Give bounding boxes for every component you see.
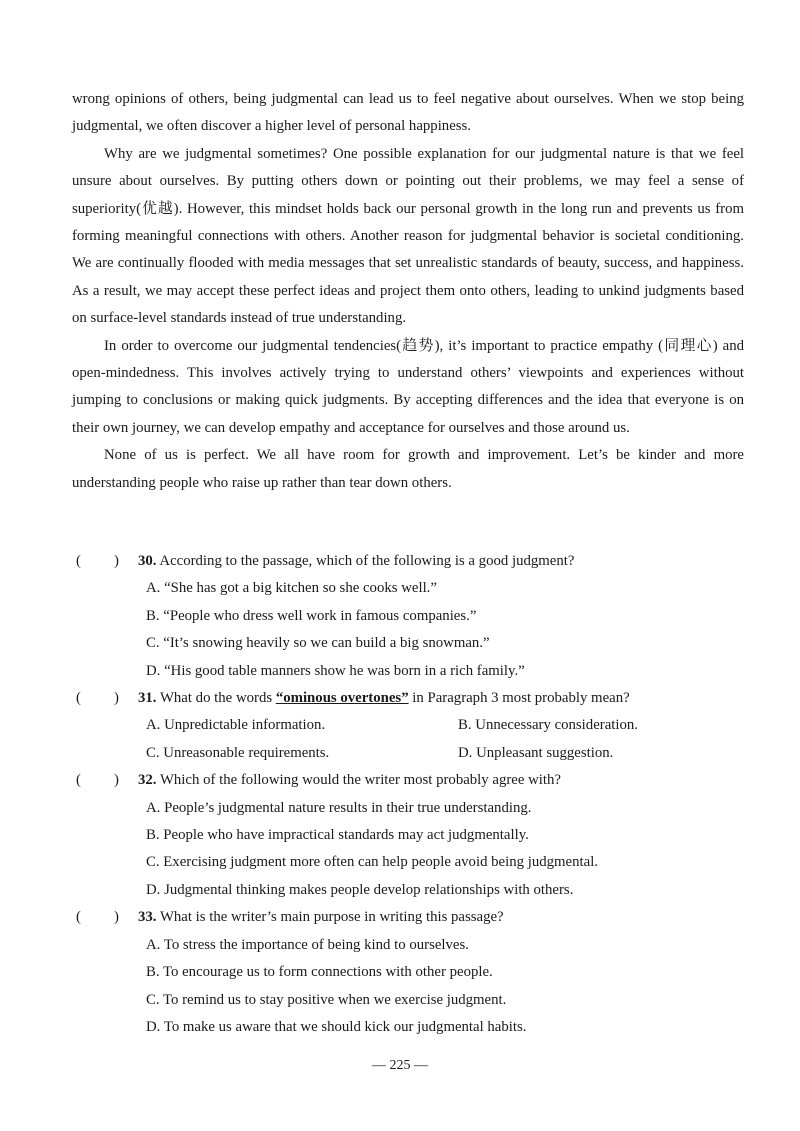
option-list [72, 932, 752, 1042]
option-d[interactable]: D. Judgmental thinking makes people develop relationships with others. [146, 881, 574, 898]
option-list [72, 795, 752, 905]
option-a[interactable]: A. Unpredictable information. [146, 717, 326, 734]
question-32 [72, 767, 752, 904]
paragraph-2: Why are we judgmental sometimes? One possible explanation for our judgmental nature is that we feel unsure about ourselves. By putting others down or pointing out their problems, we may feel a sense of superiority(优越). However, this mindset holds back our personal growth in the long run and prevents us from forming meaningful connections with others. Another reason for judgmental behavior is societal conditioning. We are continually flooded with media messages that set unrealistic standards of beauty, success, and happiness. As a result, we may accept these perfect ideas and project them onto others, leading to unkind judgments based on surface-level standards instead of true understanding. [72, 145, 744, 327]
highlighted-phrase: “ominous overtones” [275, 690, 409, 707]
question-text-before: What do the words [159, 690, 276, 707]
option-a[interactable]: A. People’s judgmental nature results in their true understanding. [146, 799, 532, 816]
option-d[interactable]: D. Unpleasant suggestion. [458, 744, 614, 761]
question-number: 33. [138, 909, 157, 926]
option-a[interactable]: A. “She has got a big kitchen so she cooks well.” [146, 580, 437, 597]
option-b[interactable]: B. People who have impractical standards may act judgmentally. [146, 827, 529, 844]
option-list [72, 712, 752, 767]
question-stem: ( ) 32. Which of the following would the writer most probably agree with? [76, 772, 561, 789]
paragraph-4: None of us is perfect. We all have room for growth and improvement. Let’s be kinder and more understanding people who raise up rather than tear down others. [72, 447, 744, 491]
question-text: What is the writer’s main purpose in writing this passage? [159, 909, 504, 926]
question-stem: ( ) 33. What is the writer’s main purpose in writing this passage? [76, 909, 504, 926]
passage [72, 86, 744, 497]
page-number: — 225 — [372, 1058, 428, 1073]
option-list [72, 575, 752, 685]
question-number: 30. [138, 553, 157, 569]
option-c[interactable]: C. Exercising judgment more often can help people avoid being judgmental. [146, 854, 599, 871]
option-c[interactable]: C. “It’s snowing heavily so we can build a big snowman.” [146, 635, 490, 652]
question-stem: ( ) 31. What do the words “ominous overtones” in Paragraph 3 most probably mean? [76, 690, 630, 707]
option-b[interactable]: B. Unnecessary consideration. [458, 717, 638, 734]
question-number: 31. [138, 690, 157, 707]
question-text: According to the passage, which of the following is a good judgment? [159, 553, 575, 569]
paragraph-1: wrong opinions of others, being judgmental can lead us to feel negative about ourselves. When we stop being judgmental, we often discover a higher level of personal happiness. [72, 91, 744, 135]
option-d[interactable]: D. To make us aware that we should kick our judgmental habits. [146, 1018, 527, 1035]
option-c[interactable]: C. To remind us to stay positive when we exercise judgment. [146, 991, 507, 1008]
question-list [72, 548, 752, 1041]
question-stem: ( ) 30. According to the passage, which of the following is a good judgment? [76, 553, 575, 569]
question-33 [72, 904, 752, 1041]
option-b[interactable]: B. “People who dress well work in famous companies.” [146, 607, 477, 624]
question-30 [72, 548, 752, 685]
option-c[interactable]: C. Unreasonable requirements. [146, 744, 330, 761]
option-d[interactable]: D. “His good table manners show he was born in a rich family.” [146, 662, 525, 679]
option-a[interactable]: A. To stress the importance of being kind to ourselves. [146, 936, 469, 953]
option-b[interactable]: B. To encourage us to form connections with other people. [146, 964, 493, 981]
question-text-after: in Paragraph 3 most probably mean? [408, 690, 630, 707]
question-number: 32. [138, 772, 157, 789]
paragraph-3: In order to overcome our judgmental tendencies(趋势), it’s important to practice empathy (同理心) and open-mindedness. This involves actively trying to understand others’ viewpoints and experiences without jumping to conclusions or making quick judgments. By accepting differences and the idea that everyone is on their own journey, we can develop empathy and acceptance for ourselves and those around us. [72, 337, 744, 436]
question-text: Which of the following would the writer most probably agree with? [159, 772, 561, 789]
question-31 [72, 685, 752, 767]
